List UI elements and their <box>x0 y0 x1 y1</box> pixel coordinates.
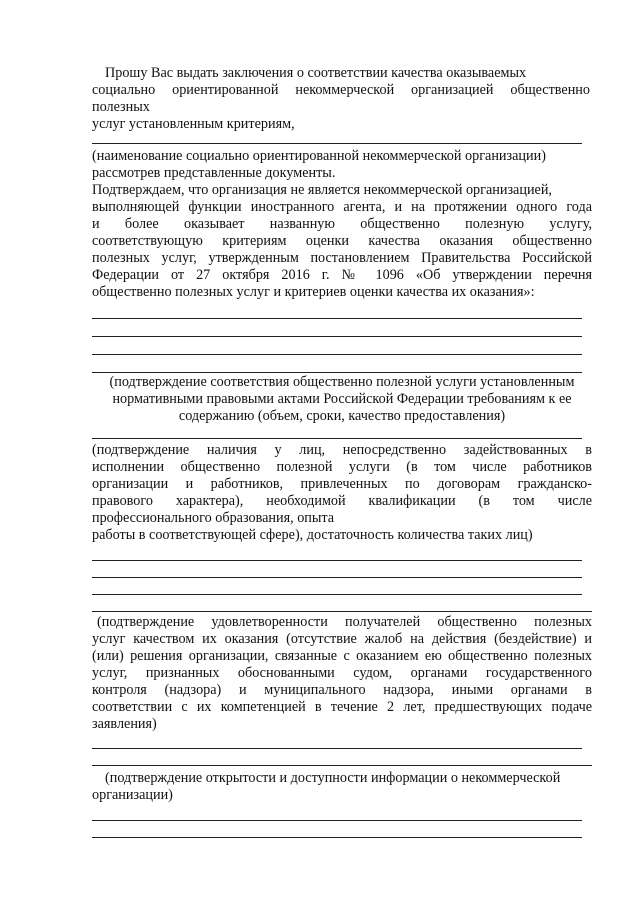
satisfaction-caption-4: услуг, признанных обоснованными судом, органами государственного <box>92 665 592 681</box>
confirmation-line-7: общественно полезных услуг и критериев оценки качества их оказания»: <box>92 284 535 300</box>
confirmation-line-6: Федерации от 27 октября 2016 г. № 1096 «Об утверждении перечня <box>92 267 592 283</box>
openness-details-blank-line[interactable] <box>92 837 582 838</box>
staff-caption-3: организации и работников, привлеченных по договорам гражданско- <box>92 476 592 492</box>
staff-caption-2: исполнении общественно полезной услуги (в том числе работников <box>92 459 592 475</box>
staff-blank-line[interactable] <box>92 438 582 439</box>
satisfaction-details-blank-line[interactable] <box>92 748 582 749</box>
staff-caption-5: профессионального образования, опыта <box>92 510 335 526</box>
confirmation-line-1: Подтверждаем, что организация не является некоммерческой организацией, <box>92 182 552 198</box>
confirmation-line-3: и более оказывает названную общественно полезную услугу, <box>92 216 592 232</box>
service-compliance-caption-2: нормативными правовыми актами Российской Федерации требованиям к ее <box>112 391 572 407</box>
staff-caption-1: (подтверждение наличия у лиц, непосредственно задействованных в <box>92 442 592 458</box>
openness-caption-1: (подтверждение открытости и доступности информации о некоммерческой <box>105 770 561 786</box>
request-line-2: социально ориентированной некоммерческой организацией общественно <box>92 82 590 98</box>
org-name-caption: (наименование социально ориентированной некоммерческой организации) <box>92 148 546 164</box>
confirmation-line-2: выполняющей функции иностранного агента, и на протяжении одного года <box>92 199 592 215</box>
satisfaction-caption-7: заявления) <box>92 716 157 732</box>
satisfaction-caption-1: (подтверждение удовлетворенности получателей общественно полезных <box>97 614 592 630</box>
reviewed-documents-text: рассмотрев представленные документы. <box>92 165 336 181</box>
request-line-4: услуг установленным критериям, <box>92 116 295 132</box>
satisfaction-caption-6: соответствии с их компетенцией в течение 2 лет, предшествующих подаче <box>92 699 592 715</box>
satisfaction-caption-3: (или) решения организации, связанные с оказанием ею общественно полезных <box>92 648 592 664</box>
service-compliance-caption-1: (подтверждение соответствия общественно полезной услуги установленным <box>109 374 575 390</box>
openness-blank-line[interactable] <box>92 765 592 766</box>
service-compliance-caption-3: содержанию (объем, сроки, качество предоставления) <box>178 408 506 424</box>
staff-details-blank-line[interactable] <box>92 594 582 595</box>
satisfaction-caption-2: услуг качеством их оказания (отсутствие жалоб на действия (бездействие) и <box>92 631 592 647</box>
satisfaction-caption-5: контроля (надзора) и муниципального надзора, иными органами в <box>92 682 592 698</box>
service-blank-line[interactable] <box>92 336 582 337</box>
service-blank-line[interactable] <box>92 318 582 319</box>
service-blank-line[interactable] <box>92 372 582 373</box>
service-blank-line[interactable] <box>92 354 582 355</box>
request-line-3: полезных <box>92 99 150 115</box>
confirmation-line-5: полезных услуг, утвержденным постановлением Правительства Российской <box>92 250 592 266</box>
staff-caption-6: работы в соответствующей сфере), достаточность количества таких лиц) <box>92 527 533 543</box>
satisfaction-blank-line[interactable] <box>92 611 592 612</box>
openness-details-blank-line[interactable] <box>92 820 582 821</box>
staff-caption-4: правового характера), необходимой квалификации (в том числе <box>92 493 592 509</box>
org-name-blank-line[interactable] <box>92 143 582 144</box>
request-line-1: Прошу Вас выдать заключения о соответствии качества оказываемых <box>105 65 527 81</box>
staff-details-blank-line[interactable] <box>92 577 582 578</box>
openness-caption-2: организации) <box>92 787 173 803</box>
staff-details-blank-line[interactable] <box>92 560 582 561</box>
confirmation-line-4: соответствующую критериям оценки качества оказания общественно <box>92 233 592 249</box>
